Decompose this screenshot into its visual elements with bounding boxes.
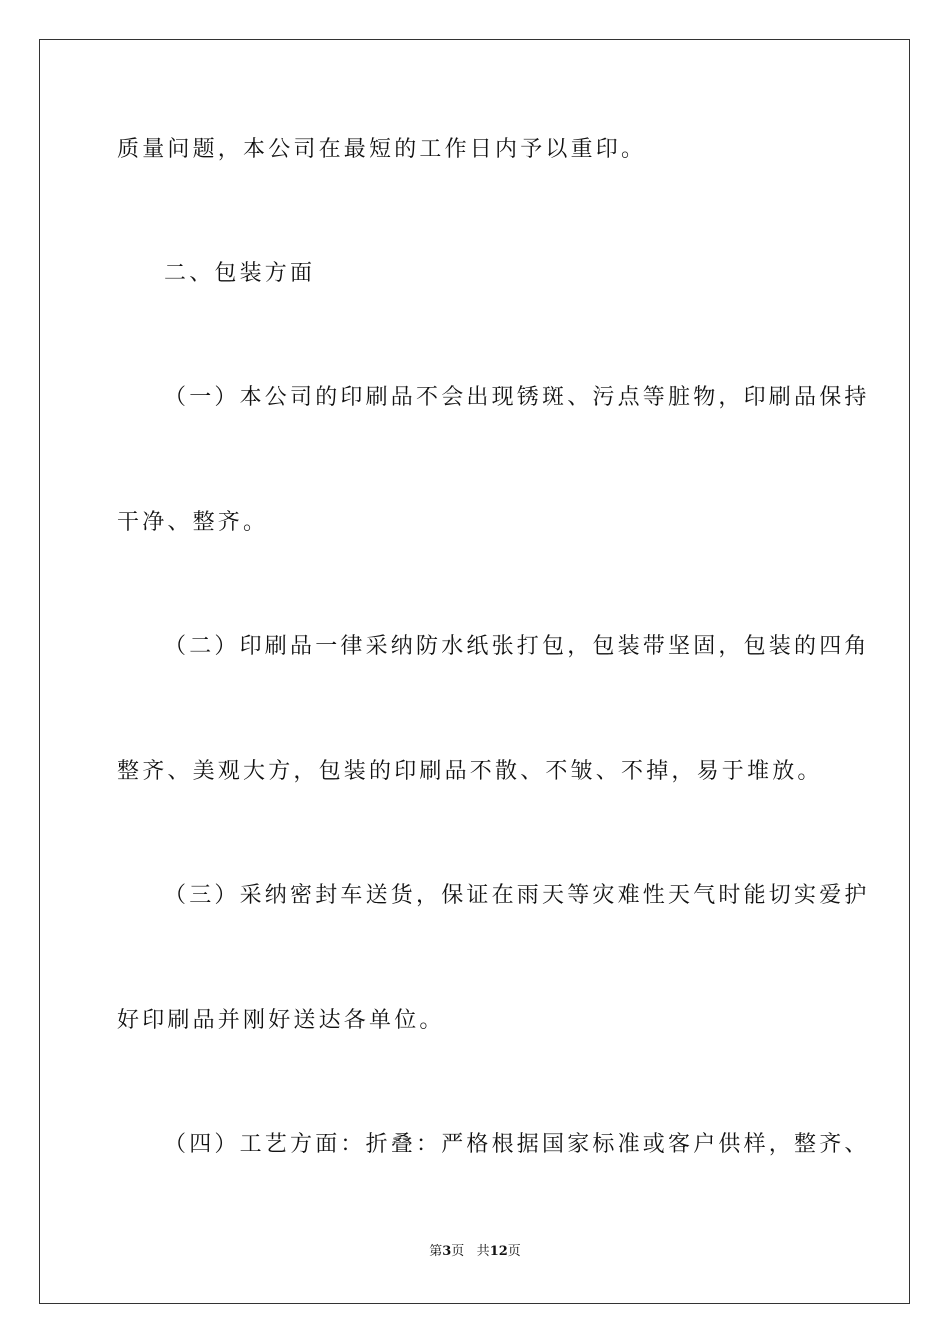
page-border [39, 39, 910, 1304]
paragraph-line: 干净、整齐。 [117, 510, 269, 535]
paragraph-line: 好印刷品并刚好送达各单位。 [117, 1008, 445, 1033]
paragraph-line: （三）采纳密封车送货，保证在雨天等灾难性天气时能切实爱护 [164, 883, 870, 908]
paragraph-line: 整齐、美观大方，包装的印刷品不散、不皱、不掉，易于堆放。 [117, 759, 823, 784]
section-heading: 二、包装方面 [164, 261, 316, 286]
paragraph-line: （四）工艺方面：折叠：严格根据国家标准或客户供样，整齐、 [164, 1132, 870, 1157]
footer-total-suffix: 页 [507, 1244, 521, 1259]
footer-total-prefix: 共 [476, 1244, 490, 1259]
paragraph-line: 质量问题，本公司在最短的工作日内予以重印。 [117, 137, 647, 162]
page-footer [0, 1243, 950, 1261]
paragraph-line: （一）本公司的印刷品不会出现锈斑、污点等脏物，印刷品保持 [164, 385, 870, 410]
footer-page-prefix: 第 [429, 1244, 443, 1259]
footer-page-suffix: 页 [451, 1244, 465, 1259]
footer-total-pages: 12 [489, 1244, 508, 1259]
paragraph-line: （二）印刷品一律采纳防水纸张打包，包装带坚固，包装的四角 [164, 634, 870, 659]
footer-page-number: 3 [442, 1244, 452, 1259]
